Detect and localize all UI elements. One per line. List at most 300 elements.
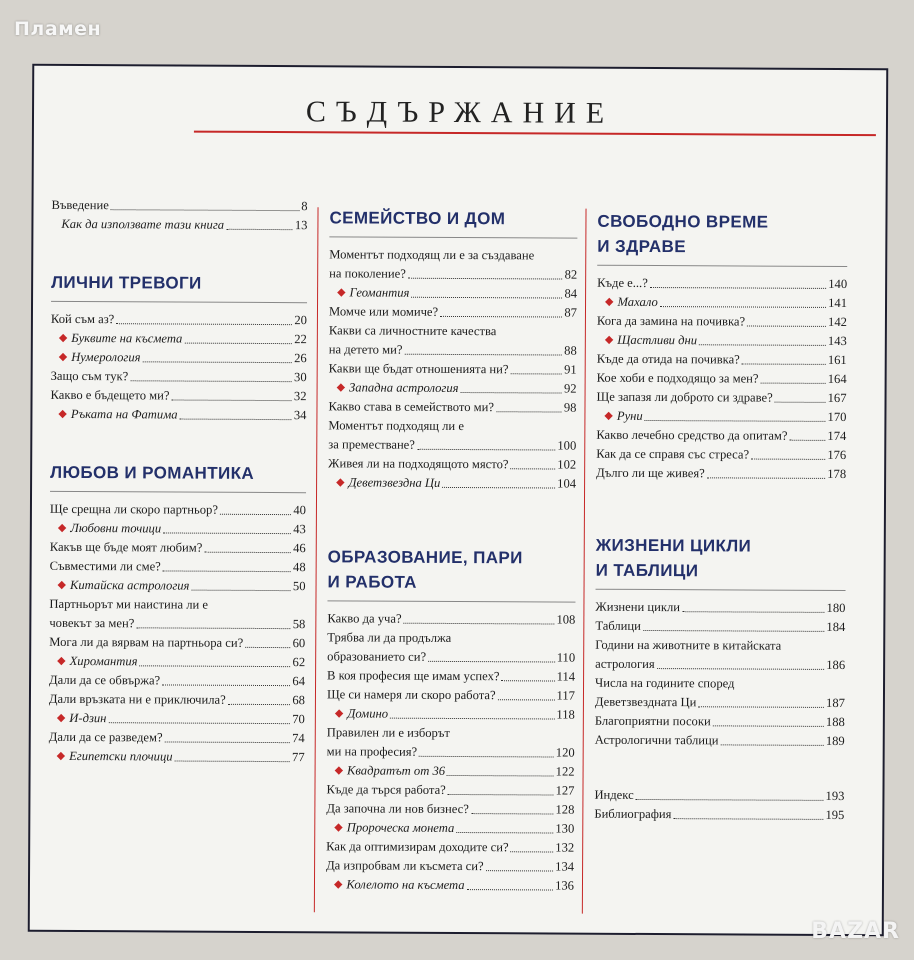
dot-leader (404, 354, 562, 356)
diamond-bullet-icon: ◆ (604, 409, 613, 422)
diamond-bullet-icon: ◆ (56, 711, 66, 724)
toc-entry[interactable] (594, 786, 844, 806)
toc-entry-text: Библиография (594, 806, 672, 822)
diamond-bullet-icon: ◆ (334, 764, 344, 777)
toc-entry[interactable] (51, 196, 307, 216)
toc-entry-highlight[interactable] (49, 747, 305, 767)
dot-leader (220, 514, 291, 515)
dot-leader (116, 323, 292, 325)
toc-entry-text: Как да оптимизирам доходите си? (326, 839, 509, 855)
toc-entry[interactable] (50, 386, 306, 406)
section-heading-line: И РАБОТА (327, 572, 417, 592)
dot-leader (142, 361, 292, 363)
dot-leader (111, 209, 299, 211)
toc-section (595, 533, 846, 751)
diamond-bullet-icon: ◆ (58, 407, 67, 420)
dot-leader (165, 741, 291, 743)
dot-leader (204, 552, 291, 553)
page-number: 134 (555, 859, 575, 874)
page-number: 50 (292, 579, 306, 594)
toc-entry-text: Партньорът ми наистина ли е (49, 596, 209, 612)
diamond-bullet-icon: ◆ (57, 521, 67, 534)
dot-leader (162, 684, 290, 686)
toc-entry-line (595, 636, 845, 656)
dot-leader (650, 287, 826, 289)
dot-leader (707, 477, 826, 479)
toc-entry-text-cont: Деветзвездната Ци (594, 694, 697, 710)
dot-leader (175, 761, 290, 763)
toc-intro (51, 196, 307, 235)
toc-entry-text: Благоприятни посоки (594, 713, 711, 729)
page-number: 32 (293, 389, 307, 404)
toc-entry-highlight[interactable] (596, 407, 846, 427)
toc-entry[interactable] (49, 671, 305, 691)
dot-leader (645, 420, 826, 422)
diamond-bullet-icon: ◆ (337, 286, 346, 299)
toc-entry-highlight[interactable] (597, 293, 847, 313)
toc-entry[interactable] (329, 302, 577, 322)
page-number: 68 (292, 693, 305, 708)
dot-leader (761, 383, 826, 384)
toc-entry-line (329, 321, 577, 341)
page-number: 120 (555, 745, 575, 760)
toc-entry[interactable] (595, 731, 845, 751)
section-heading (51, 270, 307, 303)
toc-entry[interactable] (51, 367, 307, 387)
toc-entry-text: И-дзин (69, 710, 107, 726)
toc-entry[interactable] (596, 426, 846, 446)
toc-entry-highlight[interactable] (329, 283, 577, 303)
page-number: 188 (825, 714, 845, 730)
toc-entry-text: Китайска астрология (69, 577, 190, 593)
page-number: 195 (825, 807, 845, 823)
page-number: 136 (555, 878, 575, 893)
page-number: 189 (825, 733, 845, 749)
toc-entry-highlight[interactable] (51, 348, 307, 368)
toc-entry-text: Числа на годините според (595, 675, 735, 691)
toc-entry[interactable] (327, 647, 575, 667)
page-number: 84 (564, 286, 578, 301)
diamond-bullet-icon: ◆ (56, 749, 66, 762)
dot-leader (108, 722, 290, 724)
dot-leader (130, 380, 292, 382)
toc-entry-text: Буквите на късмета (71, 330, 183, 346)
toc-entry[interactable] (327, 742, 575, 762)
dot-leader (471, 813, 554, 814)
dot-leader (657, 668, 825, 670)
toc-entry-text: Геомантия (349, 285, 410, 300)
toc-entry-text: Какво е бъдещето ми? (50, 387, 170, 403)
section-heading (596, 533, 846, 591)
toc-entry-text: Момче или момиче? (328, 304, 439, 319)
section-heading (329, 205, 577, 238)
dot-leader (411, 297, 562, 299)
toc-entry[interactable] (597, 350, 847, 370)
dot-leader (720, 744, 823, 746)
dot-leader (511, 373, 563, 374)
page-number: 140 (828, 276, 848, 292)
page-number: 22 (294, 332, 307, 347)
diamond-bullet-icon: ◆ (57, 578, 67, 591)
toc-entry[interactable] (49, 728, 305, 748)
page-title: СЪДЪРЖАНИЕ (305, 95, 615, 130)
dot-leader (511, 851, 554, 852)
toc-entry[interactable] (597, 312, 847, 332)
diamond-bullet-icon: ◆ (334, 707, 344, 720)
section-heading-line: ЛИЧНИ ТРЕВОГИ (51, 272, 202, 293)
dot-leader (636, 799, 824, 801)
toc-entry-text: Къде е...? (597, 275, 648, 290)
toc-entry-text: Защо съм тук? (50, 368, 129, 384)
diamond-bullet-icon: ◆ (604, 333, 614, 346)
toc-entry-text: Деветзвездна Ци (348, 475, 441, 490)
toc-entry-text: Ще си намеря ли скоро работа? (326, 687, 496, 703)
toc-entry[interactable] (594, 805, 844, 825)
toc-entry[interactable] (328, 397, 576, 417)
toc-column-3 (594, 209, 847, 825)
page-number: 114 (556, 669, 576, 684)
toc-entry[interactable] (50, 500, 306, 520)
dot-leader (775, 402, 826, 403)
dot-leader (428, 661, 555, 663)
toc-entry[interactable] (49, 690, 305, 710)
dot-leader (486, 870, 554, 871)
page-number: 167 (827, 390, 847, 406)
toc-entry-text: Съвместими ли сме? (49, 558, 161, 574)
toc-section (596, 209, 847, 484)
section-heading-line: ОБРАЗОВАНИЕ, ПАРИ (327, 547, 523, 568)
dot-leader (180, 419, 292, 421)
toc-entry[interactable] (595, 712, 845, 732)
page-number: 161 (827, 352, 847, 368)
page-number: 13 (294, 218, 308, 233)
toc-entry-highlight[interactable] (50, 405, 306, 425)
page-number: 180 (826, 600, 846, 616)
page-number: 91 (564, 362, 577, 377)
toc-entry-text: Въведение (51, 197, 109, 213)
dot-leader (447, 775, 554, 777)
page-number: 170 (827, 409, 847, 425)
dot-leader (226, 229, 293, 230)
toc-entry[interactable] (329, 359, 577, 379)
dot-leader (191, 590, 291, 592)
diamond-bullet-icon: ◆ (605, 295, 614, 308)
toc-entry[interactable] (595, 617, 845, 637)
toc-entry[interactable] (596, 464, 846, 484)
page-number: 100 (557, 438, 577, 453)
page-number: 60 (292, 636, 306, 651)
toc-entry-highlight[interactable] (327, 761, 575, 781)
toc-entry-text: Какво лечебно средство да опитам? (596, 427, 788, 443)
dot-leader (140, 665, 291, 667)
page-number: 184 (826, 619, 846, 635)
dot-leader (510, 468, 555, 469)
page-number: 164 (827, 371, 847, 387)
page-number: 87 (564, 305, 578, 320)
dot-leader (419, 756, 554, 758)
page-number: 178 (827, 466, 847, 482)
section-heading (327, 544, 575, 602)
section-heading-line: ЛЮБОВ И РОМАНТИКА (50, 462, 255, 483)
diamond-bullet-icon: ◆ (58, 350, 68, 363)
page-number: 64 (292, 674, 306, 689)
toc-entry[interactable] (50, 538, 306, 558)
toc-entry-highlight[interactable] (597, 331, 847, 351)
toc-entry-text: Какъв ще бъде моят любим? (49, 539, 203, 555)
page-number: 30 (294, 370, 307, 385)
toc-entry-text: Дали да се обвържа? (49, 672, 161, 688)
toc-entry-highlight[interactable] (327, 704, 575, 724)
page-number: 92 (563, 381, 577, 396)
toc-entry-text-cont: на детето ми? (328, 342, 403, 357)
toc-entry-text: Какво става в семейството ми? (328, 399, 495, 415)
toc-entry[interactable] (327, 609, 575, 629)
diamond-bullet-icon: ◆ (336, 381, 346, 394)
toc-entry[interactable] (596, 388, 846, 408)
dot-leader (456, 832, 553, 834)
page-number: 108 (556, 612, 576, 627)
toc-entry[interactable] (329, 264, 577, 284)
page-number: 77 (292, 750, 305, 765)
dot-leader (245, 647, 290, 648)
column-divider-1 (314, 207, 319, 912)
toc-entry[interactable] (597, 369, 847, 389)
toc-entry-text-cont: на поколение? (329, 266, 406, 281)
toc-entry-highlight[interactable] (329, 378, 577, 398)
dot-leader (742, 363, 826, 364)
dot-leader (184, 343, 292, 345)
toc-entry-text: Какво да уча? (327, 611, 402, 626)
toc-entry-text: Живея ли на подходящото място? (328, 456, 509, 472)
toc-entry-text: Какви са личностните качества (328, 323, 497, 339)
toc-entry-line (327, 628, 575, 648)
toc-entry[interactable] (327, 666, 575, 686)
dot-leader (751, 459, 825, 460)
toc-entry-text: Ще срещна ли скоро партньор? (49, 501, 218, 517)
toc-section (50, 270, 307, 425)
toc-section (49, 460, 307, 767)
toc-entry[interactable] (51, 215, 307, 235)
toc-entry[interactable] (51, 310, 307, 330)
toc-column-2 (326, 205, 578, 895)
dot-leader (228, 704, 291, 705)
page-number: 82 (564, 267, 578, 282)
page-number: 58 (292, 617, 306, 632)
toc-entry-text: Дали да се разведем? (48, 729, 163, 745)
toc-entry-text: Да изпробвам ли късмета си? (326, 858, 484, 874)
toc-entry-highlight[interactable] (49, 652, 305, 672)
toc-entry-text: Египетски плочици (69, 748, 173, 764)
dot-leader (440, 316, 562, 318)
page-number: 110 (556, 650, 576, 665)
column-divider-2 (582, 209, 587, 914)
dot-leader (747, 326, 826, 327)
toc-entry-text: Дали връзката ни е приключила? (48, 691, 226, 707)
page-number: 186 (826, 657, 846, 673)
dot-leader (698, 706, 824, 708)
section-heading-line: И ТАБЛИЦИ (595, 560, 699, 581)
page-number: 193 (825, 788, 845, 804)
toc-entry[interactable] (595, 598, 845, 618)
dot-leader (699, 344, 826, 346)
page-number: 130 (555, 821, 575, 836)
toc-entry[interactable] (49, 633, 305, 653)
toc-entry-text: Пророческа монета (346, 820, 455, 835)
toc-entry-text: Как да се справя със стреса? (596, 446, 750, 462)
diamond-bullet-icon: ◆ (333, 878, 343, 891)
page-number: 104 (557, 476, 577, 491)
toc-section (328, 205, 577, 493)
toc-entry-text: Моментът подходящ ли е (328, 418, 464, 434)
page-number: 187 (826, 695, 845, 711)
toc-entry-text: Хиромантия (69, 653, 138, 669)
toc-entry-text: Индекс (594, 787, 634, 802)
toc-entry[interactable] (326, 856, 574, 876)
toc-entry-highlight[interactable] (49, 576, 305, 596)
toc-appendix (594, 786, 844, 825)
toc-entry-text-cont: астрология (595, 656, 655, 672)
toc-entry-highlight[interactable] (50, 519, 306, 539)
dot-leader (660, 306, 826, 308)
toc-entry[interactable] (328, 435, 576, 455)
page-number: 8 (301, 199, 308, 214)
toc-entry-text: Жизнени цикли (595, 599, 681, 615)
toc-entry[interactable] (326, 837, 574, 857)
page-number: 132 (555, 840, 575, 855)
dot-leader (501, 680, 554, 681)
dot-leader (448, 794, 554, 796)
toc-entry-text: Какви ще бъдат отношенията ни? (328, 361, 509, 377)
dot-leader (467, 889, 553, 890)
dot-leader (408, 278, 563, 280)
toc-entry-line (595, 674, 845, 694)
toc-entry-line (328, 416, 576, 436)
dot-leader (643, 630, 825, 632)
section-heading-line: СВОБОДНО ВРЕМЕ (597, 211, 769, 232)
toc-entry-text: Мога ли да вярвам на партньора си? (49, 634, 244, 650)
toc-entry[interactable] (49, 614, 305, 634)
brand-watermark: BAZAR (811, 919, 900, 944)
toc-entry[interactable] (327, 685, 575, 705)
toc-entry-text: Западна астрология (349, 380, 459, 396)
toc-entry-text: В коя професия ще имам успех? (327, 668, 500, 684)
page-number: 128 (555, 802, 575, 817)
watermark-text: Пламен (14, 18, 102, 40)
page-number: 43 (293, 522, 306, 537)
section-heading-line: ЖИЗНЕНИ ЦИКЛИ (595, 535, 752, 556)
toc-entry-text: Таблици (595, 618, 641, 633)
toc-entry-text: Квадратът от 36 (347, 763, 446, 778)
section-heading (50, 460, 306, 493)
diamond-bullet-icon: ◆ (336, 476, 345, 489)
section-heading-line: И ЗДРАВЕ (597, 236, 687, 257)
toc-page (28, 64, 889, 936)
toc-entry-text-cont: за преместване? (328, 437, 415, 452)
toc-entry-highlight[interactable] (51, 329, 307, 349)
dot-leader (390, 718, 554, 720)
section-heading-line: СЕМЕЙСТВО И ДОМ (329, 208, 506, 229)
toc-entry[interactable] (596, 445, 846, 465)
toc-entry[interactable] (329, 340, 577, 360)
toc-entry-line (49, 595, 305, 615)
toc-section (326, 544, 576, 895)
page-number: 141 (828, 295, 848, 311)
page-number: 88 (564, 343, 577, 358)
diamond-bullet-icon: ◆ (58, 331, 68, 344)
page-number: 174 (827, 428, 847, 444)
toc-entry[interactable] (595, 655, 845, 675)
page-number: 48 (293, 560, 306, 575)
page-number: 142 (828, 314, 847, 330)
toc-entry-text: Махало (617, 294, 658, 310)
toc-entry-text: Моментът подходящ ли е за създаване (329, 247, 535, 263)
section-heading (597, 209, 847, 267)
toc-entry-highlight[interactable] (49, 709, 305, 729)
toc-entry-text-cont: образованието си? (327, 649, 427, 664)
page-number: 122 (555, 764, 575, 779)
page-number: 118 (556, 707, 575, 722)
dot-leader (136, 627, 290, 629)
toc-entry-text: Руни (616, 408, 643, 423)
page-number: 20 (294, 313, 307, 328)
toc-entry[interactable] (326, 799, 574, 819)
toc-entry-highlight[interactable] (326, 875, 574, 895)
toc-entry-line (327, 723, 575, 743)
toc-entry-text: Ще запазя ли доброто си здраве? (596, 389, 773, 405)
toc-entry-text: Кой съм аз? (50, 311, 115, 327)
toc-entry-text: Дълго ли ще живея? (596, 465, 705, 481)
toc-entry[interactable] (328, 454, 576, 474)
diamond-bullet-icon: ◆ (334, 821, 343, 834)
page-number: 98 (563, 400, 577, 415)
toc-entry-text: Астрологични таблици (594, 732, 719, 748)
page-number: 40 (293, 503, 306, 518)
dot-leader (417, 449, 556, 451)
toc-entry-text: Кога да замина на почивка? (596, 313, 746, 329)
toc-entry-line (329, 245, 577, 265)
dot-leader (442, 487, 555, 489)
diamond-bullet-icon: ◆ (57, 654, 66, 667)
toc-entry-text: Нумерология (71, 349, 141, 365)
dot-leader (404, 623, 555, 625)
toc-entry-text: Години на животните в китайската (595, 637, 782, 653)
dot-leader (713, 725, 824, 727)
dot-leader (171, 399, 291, 401)
dot-leader (682, 611, 825, 613)
toc-entry-text: Домино (347, 706, 389, 721)
toc-entry-text: Къде да отида на почивка? (596, 351, 740, 367)
toc-entry-text: Ръката на Фатима (70, 406, 178, 422)
toc-entry-highlight[interactable] (328, 473, 576, 493)
toc-entry[interactable] (597, 274, 847, 294)
page-number: 34 (293, 408, 307, 423)
toc-entry-text-cont: ми на професия? (326, 744, 418, 759)
toc-entry-text: Да започна ли нов бизнес? (326, 801, 469, 817)
toc-entry[interactable] (595, 693, 845, 713)
toc-entry[interactable] (50, 557, 306, 577)
page-number: 70 (292, 712, 305, 727)
toc-entry-text: Кое хоби е подходящо за мен? (596, 370, 759, 386)
toc-entry-highlight[interactable] (326, 818, 574, 838)
toc-column-1 (49, 196, 308, 767)
page-number: 46 (293, 541, 306, 556)
toc-entry[interactable] (326, 780, 574, 800)
toc-entry-text: Как да използвате тази книга (61, 216, 225, 232)
dot-leader (673, 818, 823, 820)
toc-entry-text-cont: човекът за мен? (49, 615, 135, 631)
page-number: 26 (294, 351, 307, 366)
dot-leader (496, 411, 562, 412)
